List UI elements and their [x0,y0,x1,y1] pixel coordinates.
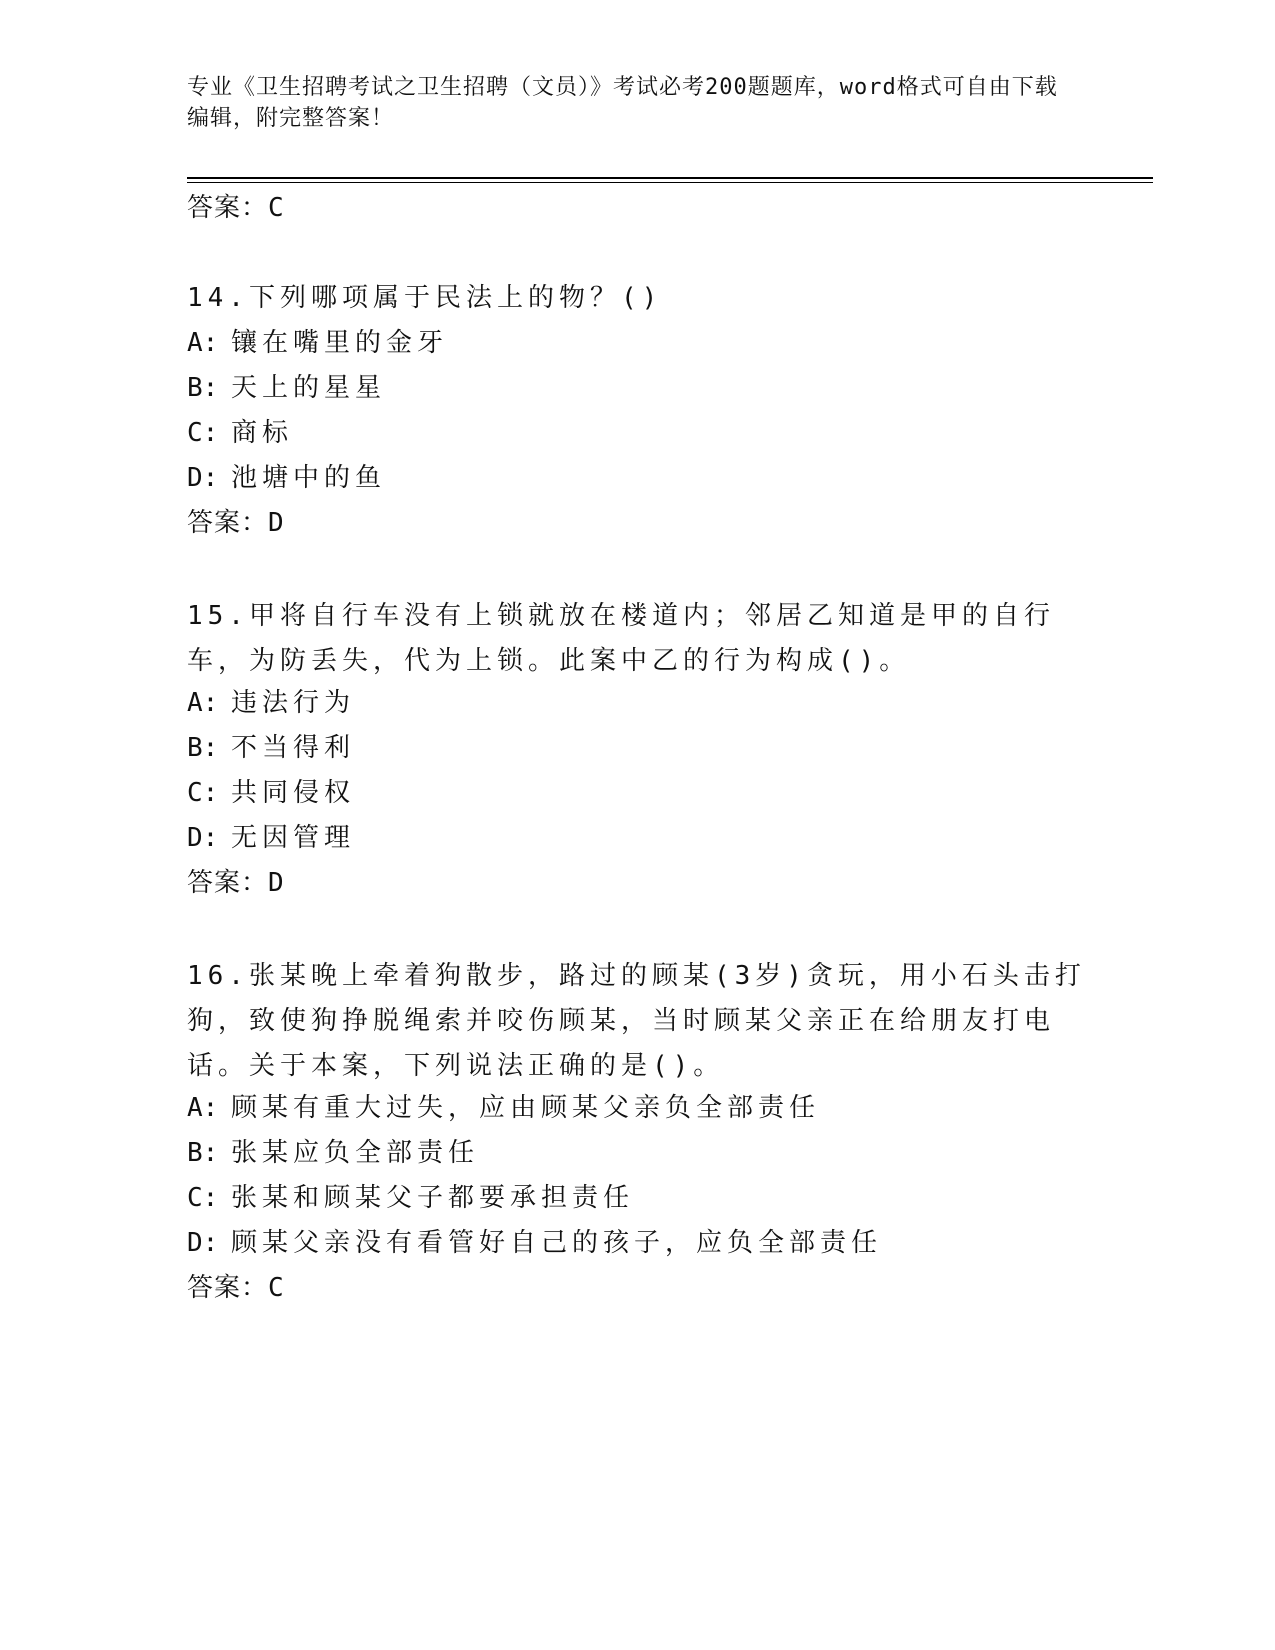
option-text: 镶在嘴里的金牙 [231,328,449,358]
option-text: 无因管理 [231,823,356,853]
header-divider-thick [187,177,1153,179]
answer-value: C [268,1273,289,1303]
question-16-option-b [187,1135,479,1171]
question-15-option-a [187,685,355,721]
question-14-option-c [187,415,293,451]
answer-label: 答案： [187,868,269,898]
option-key: A: [187,688,219,718]
header-divider-thin [187,182,1153,183]
option-key: C: [187,778,219,808]
question-16-option-c [187,1180,634,1216]
option-text: 天上的星星 [231,373,387,403]
answer-16 [187,1270,289,1306]
answer-prev [187,190,289,226]
option-key: D: [187,1228,219,1258]
answer-15 [187,865,289,901]
question-14-option-b [187,370,386,406]
option-text: 张某应负全部责任 [231,1138,480,1168]
option-key: C: [187,418,219,448]
answer-label: 答案： [187,193,269,223]
option-key: B: [187,1138,219,1168]
question-15-option-c [187,775,355,811]
answer-value: C [268,193,289,223]
option-key: A: [187,328,219,358]
document-header: 专业《卫生招聘考试之卫生招聘（文员）》考试必考200题题库，word格式可自由下载编辑，附完整答案！ [187,75,1058,131]
answer-value: D [268,868,289,898]
option-text: 池塘中的鱼 [231,463,387,493]
answer-14 [187,505,289,541]
answer-value: D [268,508,289,538]
option-key: C: [187,1183,219,1213]
question-16-option-a [187,1090,820,1126]
question-14-option-d [187,460,386,496]
question-15-text: 15.甲将自行车没有上锁就放在楼道内；邻居乙知道是甲的自行车，为防丢失，代为上锁。此案中乙的行为构成()。 [187,601,1055,676]
option-text: 张某和顾某父子都要承担责任 [231,1183,635,1213]
option-text: 商标 [231,418,294,448]
question-15-option-d [187,820,355,856]
option-key: B: [187,733,219,763]
option-text: 共同侵权 [231,778,356,808]
option-text: 不当得利 [231,733,356,763]
question-14-text: 14.下列哪项属于民法上的物？() [187,283,663,313]
option-text: 顾某有重大过失，应由顾某父亲负全部责任 [231,1093,821,1123]
answer-label: 答案： [187,508,269,538]
question-16-option-d [187,1225,882,1261]
option-key: B: [187,373,219,403]
option-text: 顾某父亲没有看管好自己的孩子，应负全部责任 [231,1228,883,1258]
option-key: D: [187,823,219,853]
option-key: A: [187,1093,219,1123]
question-14-option-a [187,325,448,361]
option-text: 违法行为 [231,688,356,718]
question-16-text: 16.张某晚上牵着狗散步，路过的顾某(3岁)贪玩，用小石头击打狗，致使狗挣脱绳索并咬伤顾某，当时顾某父亲正在给朋友打电话。关于本案，下列说法正确的是()。 [187,961,1086,1081]
answer-label: 答案： [187,1273,269,1303]
question-15-option-b [187,730,355,766]
option-key: D: [187,463,219,493]
